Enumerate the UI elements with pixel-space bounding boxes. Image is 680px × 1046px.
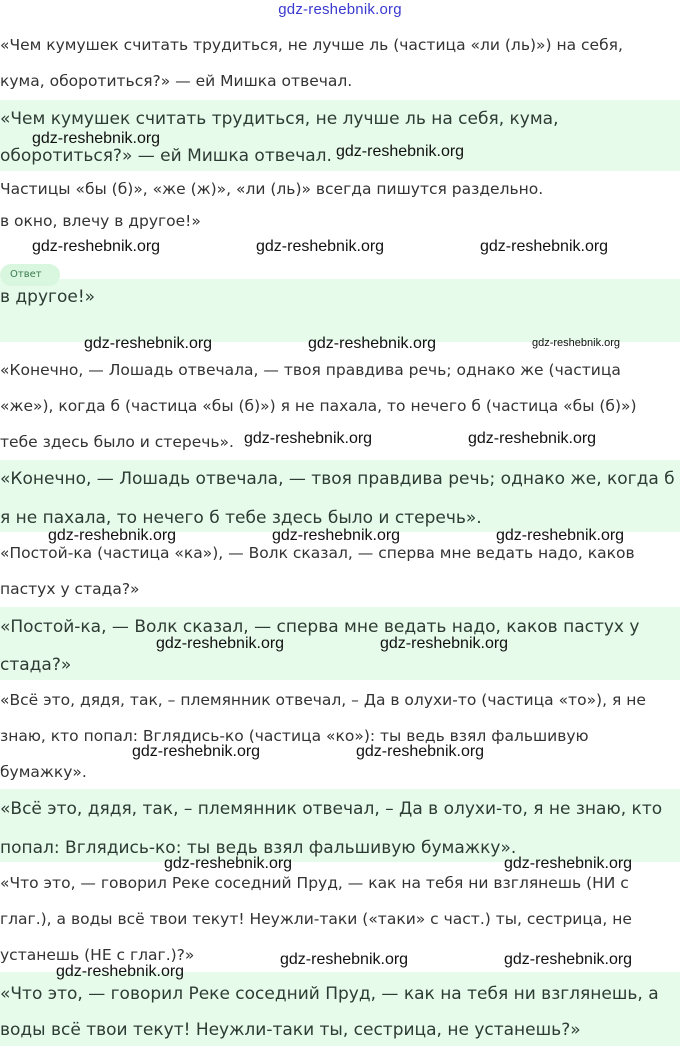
watermark: gdz-reshebnik.org: [336, 143, 465, 160]
answer-line: попал: Вглядись-ко: ты ведь взял фальшивую бумажку».: [0, 838, 517, 858]
exercise-line: «Всё это, дядя, так, – племянник отвечал, – Да в олухи-то (частица «то»), я не: [0, 691, 646, 709]
exercise-line: глаг.), а воды всё твои текут! Неужли-таки («таки» с част.) ты, сестрица, не: [0, 910, 632, 928]
watermark: gdz-reshebnik.org: [504, 855, 633, 872]
answer-line: в другое!»: [0, 287, 96, 307]
exercise-line: устанешь (НЕ с глаг.)?»: [0, 946, 195, 964]
answer-badge: Ответ: [0, 264, 60, 286]
watermark: gdz-reshebnik.org: [56, 963, 185, 980]
watermark: gdz-reshebnik.org: [496, 527, 625, 544]
exercise-line: в окно, влечу в другое!»: [0, 212, 201, 230]
exercise-line: «же»), когда б (частица «бы (б)») я не пахала, то нечего б (частица «бы (б)»): [0, 397, 637, 415]
watermark: gdz-reshebnik.org: [244, 430, 373, 447]
answer-line: стада?»: [0, 655, 72, 675]
exercise-line: «Что это, — говорил Реке соседний Пруд, — как на тебя ни взглянешь (НИ с: [0, 874, 629, 892]
watermark: gdz-reshebnik.org: [48, 527, 177, 544]
exercise-line: Частицы «бы (б)», «же (ж)», «ли (ль)» всегда пишутся раздельно.: [0, 180, 544, 198]
watermark: gdz-reshebnik.org: [32, 238, 161, 255]
watermark: gdz-reshebnik.org: [380, 635, 509, 652]
watermark: gdz-reshebnik.org: [480, 238, 609, 255]
watermark: gdz-reshebnik.org: [272, 527, 401, 544]
watermark: gdz-reshebnik.org: [164, 855, 293, 872]
exercise-line: пастух у стада?»: [0, 580, 140, 598]
answer-line: «Постой-ка, — Волк сказал, — сперва мне ведать надо, каков пастух у: [0, 617, 640, 637]
site-watermark-top[interactable]: gdz-reshebnik.org: [278, 1, 402, 18]
watermark: gdz-reshebnik.org: [532, 337, 621, 349]
watermark: gdz-reshebnik.org: [32, 130, 161, 147]
watermark: gdz-reshebnik.org: [504, 951, 633, 968]
answer-line: я не пахала, то нечего б тебе здесь было и стеречь».: [0, 508, 482, 528]
watermark: gdz-reshebnik.org: [156, 635, 285, 652]
watermark: gdz-reshebnik.org: [280, 951, 409, 968]
exercise-line: бумажку».: [0, 763, 87, 781]
exercise-line: кума, оборотиться?» — ей Мишка отвечал.: [0, 72, 353, 90]
watermark: gdz-reshebnik.org: [84, 335, 213, 352]
answer-line: «Конечно, — Лошадь отвечала, — твоя правдива речь; однако же, когда б: [0, 469, 675, 489]
watermark: gdz-reshebnik.org: [132, 743, 261, 760]
exercise-line: «Постой-ка (частица «ка»), — Волк сказал, — сперва мне ведать надо, каков: [0, 544, 635, 562]
watermark: gdz-reshebnik.org: [356, 743, 485, 760]
answer-box-2: [0, 279, 680, 342]
exercise-line: «Конечно, — Лошадь отвечала, — твоя правдива речь; однако же (частица: [0, 361, 621, 379]
watermark: gdz-reshebnik.org: [468, 430, 597, 447]
exercise-line: «Чем кумушек считать трудиться, не лучше ль (частица «ли (ль)») на себя,: [0, 36, 623, 54]
answer-line: «Всё это, дядя, так, – племянник отвечал, – Да в олухи-то, я не знаю, кто: [0, 799, 663, 819]
watermark: gdz-reshebnik.org: [256, 238, 385, 255]
exercise-line: знаю, кто попал: Вглядись-ко (частица «ко»): ты ведь взял фальшивую: [0, 727, 589, 745]
exercise-line: тебе здесь было и стеречь».: [0, 433, 234, 451]
answer-line: воды всё твои текут! Неужли-таки ты, сестрица, не устанешь?»: [0, 1020, 581, 1040]
answer-line: «Чем кумушек считать трудиться, не лучше ль на себя, кума,: [0, 109, 559, 129]
watermark: gdz-reshebnik.org: [308, 335, 437, 352]
answer-line: оборотиться?» — ей Мишка отвечал.: [0, 146, 332, 166]
answer-line: «Что это, — говорил Реке соседний Пруд, — как на тебя ни взглянешь, а: [0, 984, 659, 1004]
